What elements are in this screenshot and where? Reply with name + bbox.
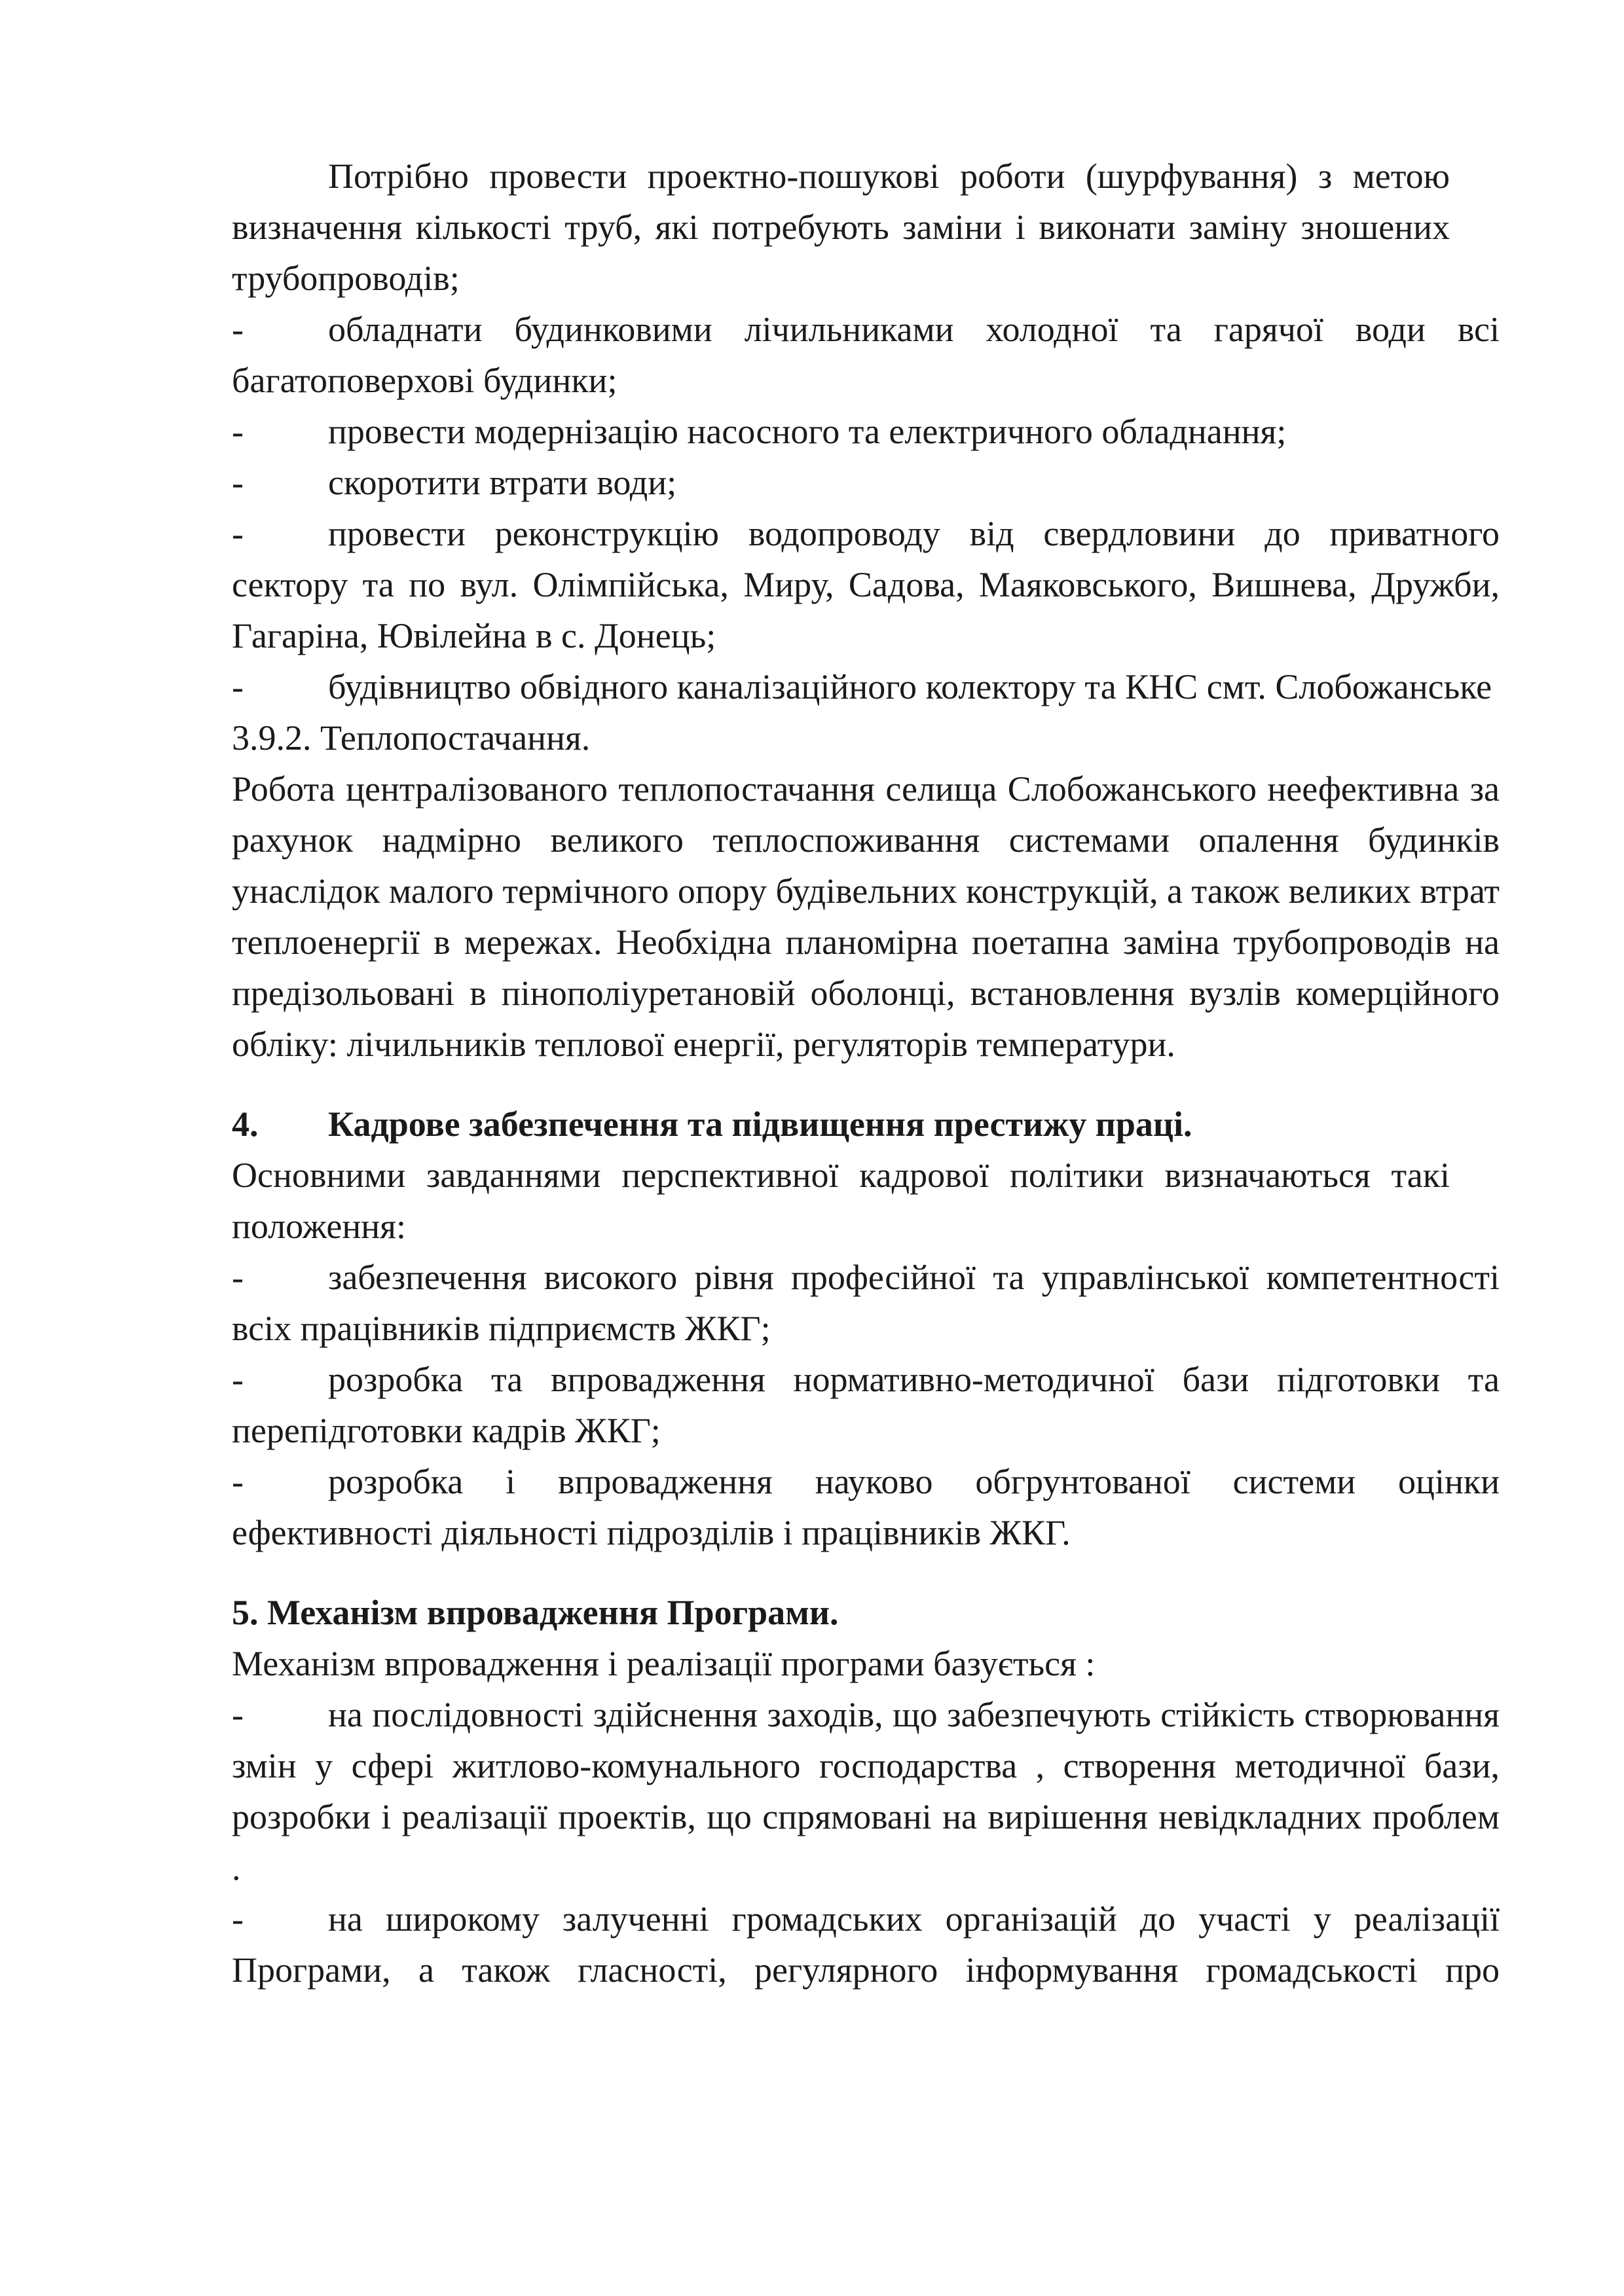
- bullet-dash: -: [232, 514, 244, 553]
- list-item-text: провести модернізацію насосного та електричного обладнання;: [328, 412, 1287, 451]
- list-item-text: розробка і впровадження науково обгрунтованої системи оцінки ефективності діяльності підрозділів і працівників ЖКГ.: [232, 1462, 1500, 1552]
- list-item: [232, 1456, 1500, 1558]
- list-item-text: провести реконструкцію водопроводу від свердловини до приватного сектору та по вул. Олімпійська, Миру, Садова, Маяковського, Вишнева, Дружби, Гагаріна, Ювілейна в с. Донець;: [232, 514, 1500, 655]
- bullet-dash: -: [232, 1360, 244, 1399]
- list-item: [232, 406, 1500, 457]
- document-page: [232, 151, 1500, 1995]
- heat-supply-paragraph: Робота централізованого теплопостачання селища Слобожанського неефективна за рахунок надмірно великого теплоспоживання системами опалення будинків унаслідок малого термічного опору будівельних конструкцій, а також великих втрат теплоенергії в мережах. Необхідна планомірна поетапна заміна трубопроводів на предізольовані в пінополіуретановій оболонці, встановлення вузлів комерційного обліку: лічильників теплової енергії, регуляторів температури.: [232, 769, 1500, 1064]
- list-item: [232, 1689, 1500, 1893]
- bullet-dash: -: [232, 1258, 244, 1297]
- list-item: [232, 1354, 1500, 1456]
- bullet-dash: -: [232, 412, 244, 451]
- bullet-dash: -: [232, 310, 244, 349]
- list-item: [232, 508, 1500, 661]
- list-item-text: скоротити втрати води;: [328, 463, 677, 502]
- section-4-number: 4.: [232, 1104, 259, 1144]
- list-item: [232, 661, 1500, 712]
- list-item: [232, 304, 1500, 406]
- heat-supply-title: 3.9.2. Теплопостачання.: [232, 718, 591, 757]
- intro-paragraph: Потрібно провести проектно-пошукові роботи (шурфування) з метою визначення кількості труб, які потребують заміни і виконати заміну зношених трубопроводів;: [232, 156, 1450, 298]
- section-5-heading: 5. Механізм впровадження Програми.: [232, 1593, 839, 1632]
- list-item-text: будівництво обвідного каналізаційного колектору та КНС смт. Слобожанське: [328, 667, 1492, 706]
- bullet-dash: -: [232, 667, 244, 706]
- bullet-dash: -: [232, 1695, 244, 1734]
- list-item-text: на широкому залученні громадських організацій до участі у реалізації Програми, а також гласності, регулярного інформування громадськості про: [232, 1899, 1500, 1990]
- list-item-text: на послідовності здійснення заходів, що забезпечують стійкість створювання змін у сфері житлово-комунального господарства , створення методичної бази, розробки і реалізації проектів, що спрямовані на вирішення невідкладних проблем .: [232, 1695, 1500, 1887]
- bullet-dash: -: [232, 1899, 244, 1939]
- bullet-dash: -: [232, 463, 244, 502]
- list-item-text: розробка та впровадження нормативно-методичної бази підготовки та перепідготовки кадрів ЖКГ;: [232, 1360, 1500, 1450]
- list-item: [232, 457, 1500, 508]
- list-item: [232, 1893, 1500, 1995]
- section-5-intro: Механізм впровадження і реалізації програми базується :: [232, 1644, 1096, 1683]
- section-4-intro: Основними завданнями перспективної кадрової політики визначаються такі положення:: [232, 1156, 1450, 1246]
- bullet-dash: -: [232, 1462, 244, 1501]
- list-item: [232, 1252, 1500, 1354]
- list-item-text: обладнати будинковими лічильниками холодної та гарячої води всі багатоповерхові будинки;: [232, 310, 1500, 400]
- list-item-text: забезпечення високого рівня професійної та управлінської компетентності всіх працівників підприємств ЖКГ;: [232, 1258, 1500, 1348]
- section-4-heading: [232, 1099, 1500, 1150]
- section-4-title: Кадрове забезпечення та підвищення престижу праці.: [328, 1104, 1192, 1144]
